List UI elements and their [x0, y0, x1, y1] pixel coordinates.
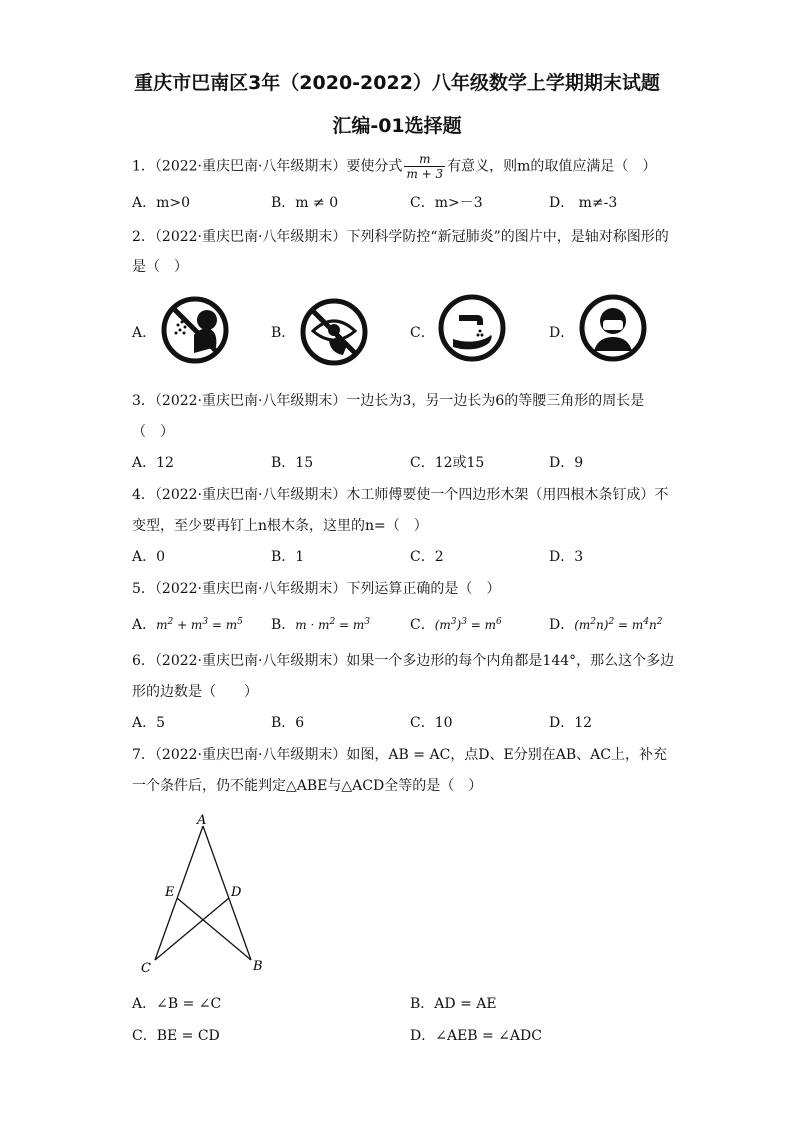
q4-option-d[interactable]: D．3: [549, 549, 584, 565]
triangle-figure: [135, 810, 270, 980]
q5-option-d-letter: D．: [549, 617, 575, 633]
q4-option-c[interactable]: C．2: [410, 549, 444, 565]
label-c: C: [141, 961, 151, 976]
q1-option-b[interactable]: B．m ≠ 0: [271, 195, 339, 211]
q6-option-b[interactable]: B．6: [271, 715, 305, 731]
title-line1: 重庆市巴南区3年（2020-2022）八年级数学上学期期末试题: [134, 72, 660, 94]
q1-option-c[interactable]: C．m>－3: [410, 195, 483, 211]
q1-frac-num: m: [404, 152, 445, 167]
no-spray-icon: [160, 295, 230, 365]
q7-stem-line1: 7．（2022·重庆巴南·八年级期末）如图，AB = AC，点D、E分别在AB、AC上，补充: [132, 747, 667, 763]
q6-option-a[interactable]: A．5: [132, 715, 166, 731]
label-b: B: [253, 959, 263, 974]
q3-option-c[interactable]: C．12或15: [410, 455, 485, 471]
q5-stem: 5．（2022·重庆巴南·八年级期末）下列运算正确的是（ ）: [132, 581, 501, 597]
hand-washing-icon: [437, 293, 507, 363]
q4-option-a[interactable]: A．0: [132, 549, 166, 565]
q7-option-d[interactable]: D．∠AEB = ∠ADC: [410, 1028, 542, 1044]
q3-option-b[interactable]: B．15: [271, 455, 314, 471]
q3-option-a[interactable]: A．12: [132, 455, 174, 471]
q5-option-a-letter: A．: [132, 617, 157, 633]
q4-option-b[interactable]: B．1: [271, 549, 305, 565]
q2-stem-line1: 2．（2022·重庆巴南·八年级期末）下列科学防控“新冠肺炎”的图片中，是轴对称图形的: [132, 229, 669, 245]
label-a: A: [197, 813, 207, 828]
q2-option-c[interactable]: C．: [410, 325, 435, 341]
q6-stem-line2: 形的边数是（ ）: [132, 684, 258, 700]
q1-stem: [132, 152, 656, 181]
q2-option-a[interactable]: A．: [132, 325, 157, 341]
no-touch-eye-icon: [299, 297, 369, 367]
q3-stem-line1: 3．（2022·重庆巴南·八年级期末）一边长为3，另一边长为6的等腰三角形的周长是: [132, 393, 645, 409]
label-d: D: [231, 885, 242, 900]
q4-stem-line2: 变型，至少要再钉上n根木条，这里的n=（ ）: [132, 518, 428, 534]
q5-option-b-letter: B．: [271, 617, 296, 633]
q2-stem-line2: 是（ ）: [132, 259, 188, 275]
q1-prefix: 1．（2022·重庆巴南·八年级期末）要使分式: [132, 158, 403, 175]
q7-option-a[interactable]: A．∠B = ∠C: [132, 996, 222, 1012]
label-e: E: [165, 885, 175, 900]
q6-stem-line1: 6．（2022·重庆巴南·八年级期末）如果一个多边形的每个内角都是144°，那么这个多边: [132, 653, 675, 669]
q5-option-c-letter: C．: [410, 617, 435, 633]
q7-option-c[interactable]: C．BE = CD: [132, 1028, 220, 1044]
q5-option-b[interactable]: B．$m \cdot m^2 = m^3$: [271, 617, 371, 633]
q6-option-c[interactable]: C．10: [410, 715, 453, 731]
q3-option-d[interactable]: D．9: [549, 455, 584, 471]
q3-stem-line2: （ ）: [132, 424, 174, 440]
q1-option-a[interactable]: A．m>0: [132, 195, 191, 211]
q1-frac-den: m + 3: [406, 167, 444, 181]
q1-fraction: [404, 152, 445, 181]
q7-option-b[interactable]: B．AD = AE: [410, 996, 497, 1012]
q1-option-d[interactable]: D． m≠-3: [549, 195, 618, 211]
q7-stem-line2: 一个条件后，仍不能判定△ABE与△ACD全等的是（ ）: [132, 778, 483, 794]
face-mask-icon: [578, 293, 648, 363]
q5-option-c[interactable]: C．$(m^3)^3 = m^6$: [410, 617, 502, 633]
q2-option-d[interactable]: D．: [549, 325, 575, 341]
q5-option-a[interactable]: A．$m^2 + m^3 = m^5$: [132, 617, 243, 633]
q2-option-b[interactable]: B．: [271, 325, 296, 341]
q6-option-d[interactable]: D．12: [549, 715, 593, 731]
title-line2: 汇编-01选择题: [332, 115, 462, 137]
q1-suffix: 有意义，则m的取值应满足（ ）: [447, 158, 657, 175]
q5-option-d[interactable]: D．$(m^2n)^2 = m^4n^2$: [549, 617, 663, 633]
q4-stem-line1: 4．（2022·重庆巴南·八年级期末）木工师傅要使一个四边形木架（用四根木条钉成）不: [132, 487, 669, 503]
